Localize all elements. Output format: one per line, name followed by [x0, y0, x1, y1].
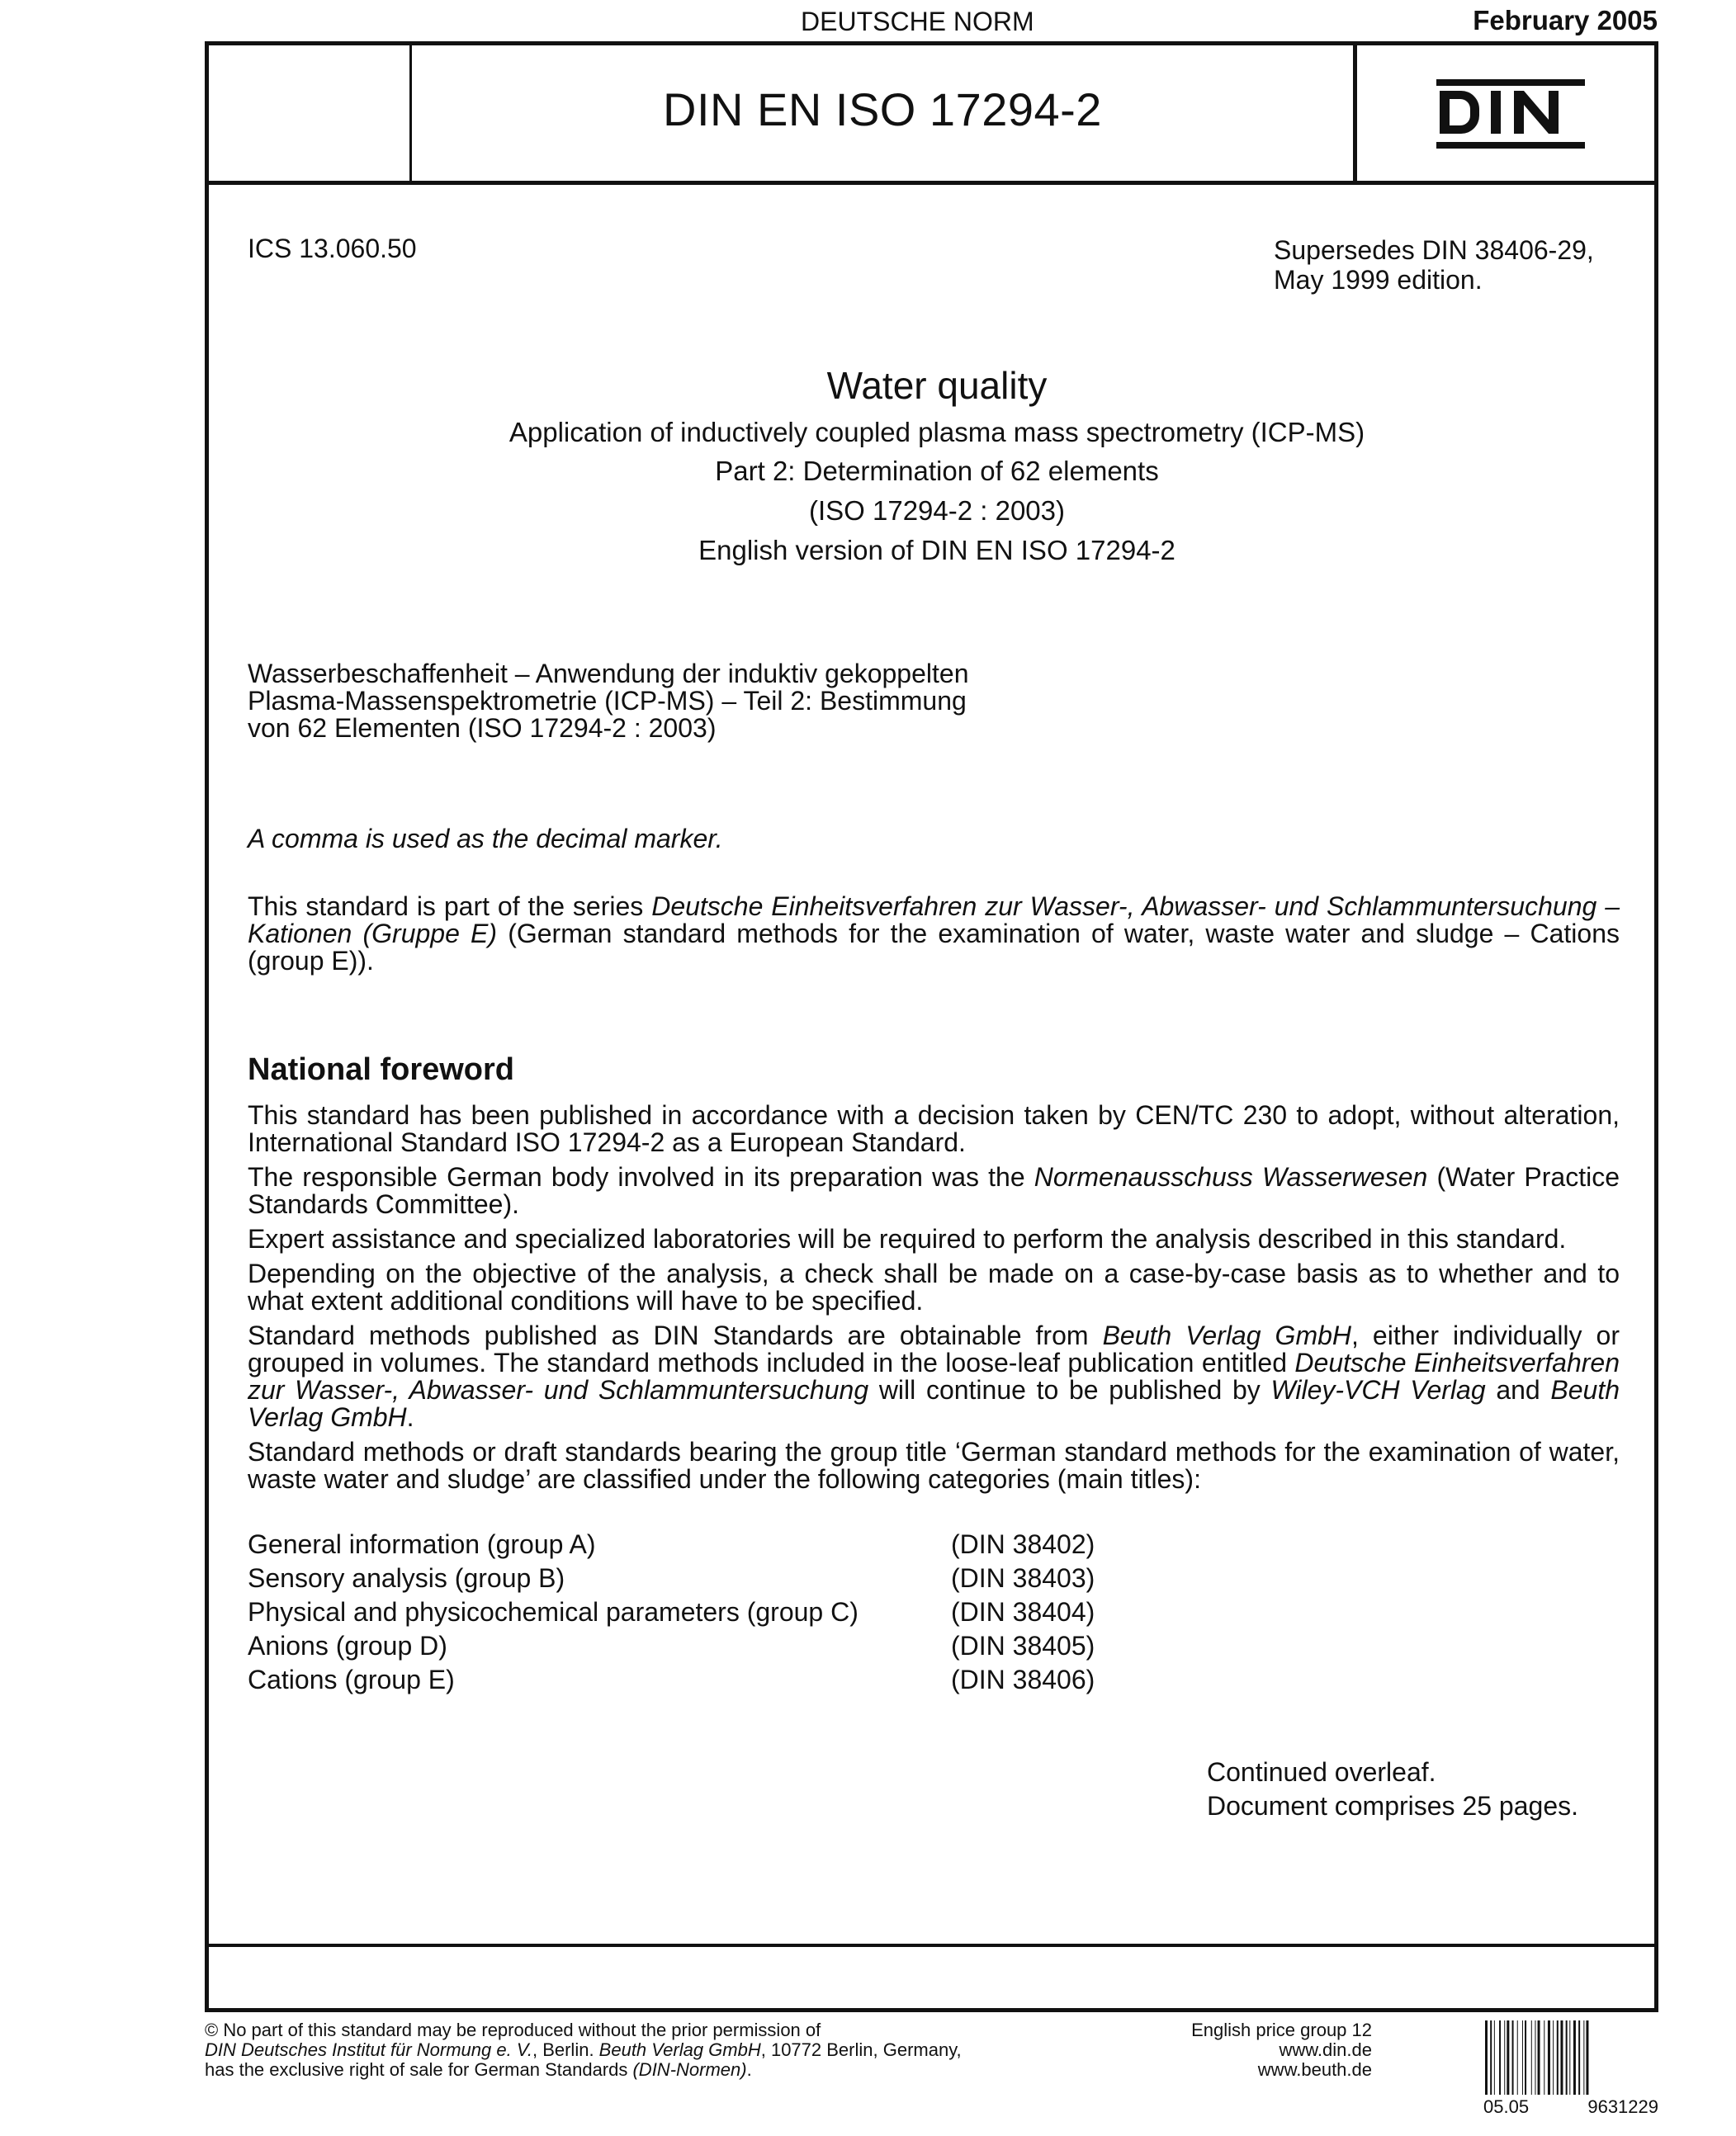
category-label: Sensory analysis (group B) — [248, 1563, 565, 1593]
category-label: Physical and physicochemical parameters (group C) — [248, 1597, 859, 1627]
standard-number: DIN EN ISO 17294-2 — [663, 83, 1102, 135]
supersedes-line-2: May 1999 edition. — [1274, 265, 1483, 295]
barcode-bar — [1566, 2020, 1568, 2095]
category-label: Anions (group D) — [248, 1631, 447, 1661]
text-run: , Berlin. — [532, 2039, 599, 2060]
edition-code: 05.05 — [1483, 2096, 1530, 2117]
price-group: English price group 12 — [1191, 2020, 1372, 2040]
category-row — [248, 1531, 1156, 1565]
barcode-bar — [1512, 2020, 1514, 2095]
barcode-bar — [1485, 2020, 1488, 2095]
continuation-note — [1207, 1756, 1578, 1823]
publication-title: Deutsche Einheitsverfahren zur Wasser-, Abwasser- und Schlammuntersuchung — [248, 1348, 1620, 1405]
text-run: Standard methods published as DIN Standards are obtainable from — [248, 1321, 1103, 1350]
copyright-line: © No part of this standard may be reproduced without the prior permission of — [205, 2020, 821, 2040]
foreword-paragraph: Standard methods or draft standards bearing the group title ‘German standard methods for the examination of water, waste water and sludge’ are classified under the following categories (main titles): — [248, 1437, 1620, 1494]
document-code: 9631229 — [1587, 2096, 1658, 2117]
series-note — [248, 893, 1620, 975]
publisher-name: Beuth Verlag GmbH — [248, 1375, 1620, 1432]
text-run: Beuth Verlag GmbH — [598, 2039, 761, 2060]
category-label: Cations (group E) — [248, 1665, 455, 1694]
barcode-bar — [1494, 2020, 1495, 2095]
header-divider-right — [1353, 41, 1357, 183]
page-frame — [205, 41, 1658, 2012]
text-run: (DIN-Normen) — [632, 2059, 747, 2080]
masthead-label: DEUTSCHE NORM — [801, 7, 1034, 36]
text-run: . — [406, 1402, 414, 1432]
barcode-bar — [1517, 2020, 1518, 2095]
page-count: Document comprises 25 pages. — [1207, 1791, 1578, 1821]
barcode-bar — [1557, 2020, 1559, 2095]
foreword-paragraph — [248, 1322, 1620, 1431]
barcode-bar — [1538, 2020, 1540, 2095]
publisher-name: Beuth Verlag GmbH — [1102, 1321, 1352, 1350]
category-code: (DIN 38406) — [951, 1665, 1095, 1694]
text-run: (Water Practice Standards Committee). — [248, 1162, 1620, 1219]
category-row — [248, 1599, 1156, 1633]
category-row — [248, 1666, 1156, 1700]
category-code: (DIN 38403) — [951, 1563, 1095, 1593]
header-divider — [205, 181, 1658, 185]
german-title-line: Wasserbeschaffenheit – Anwendung der induktiv gekoppelten — [248, 659, 969, 688]
din-url-link[interactable]: www.din.de — [1279, 2039, 1372, 2060]
barcode — [1483, 2020, 1658, 2095]
category-row — [248, 1633, 1156, 1666]
beuth-url-link[interactable]: www.beuth.de — [1257, 2059, 1372, 2080]
text-run: has the exclusive right of sale for German Standards — [205, 2059, 633, 2080]
decimal-marker-note: A comma is used as the decimal marker. — [248, 824, 723, 853]
text-run: The responsible German body involved in its preparation was the — [248, 1162, 1034, 1192]
supersedes-line-1: Supersedes DIN 38406-29, — [1274, 235, 1594, 265]
foreword-paragraph: Expert assistance and specialized laboratories will be required to perform the analysis described in this standard. — [248, 1224, 1567, 1254]
barcode-bar — [1531, 2020, 1532, 2095]
german-title-line: von 62 Elementen (ISO 17294-2 : 2003) — [248, 713, 717, 743]
german-title-line: Plasma-Massenspektrometrie (ICP-MS) – Teil 2: Bestimmung — [248, 686, 967, 716]
text-run: , 10772 Berlin, Germany, — [760, 2039, 962, 2060]
foreword-paragraph: Depending on the objective of the analysis, a check shall be made on a case-by-case basis as to whether and to what extent additional conditions will have to be specified. — [248, 1259, 1620, 1316]
committee-name: Normenausschuss Wasserwesen — [1034, 1162, 1428, 1192]
barcode-bar — [1569, 2020, 1570, 2095]
german-title — [248, 660, 968, 742]
barcode-bar — [1573, 2020, 1576, 2095]
barcode-bar — [1490, 2020, 1492, 2095]
text-run: DIN Deutsches Institut für Normung e. V. — [205, 2039, 532, 2060]
series-title: Deutsche Einheitsverfahren zur Wasser-, Abwasser- und Schlammuntersuchung – Kationen (Gruppe E) — [248, 891, 1620, 948]
foreword-paragraph — [248, 1164, 1620, 1218]
document-subtitle: Application of inductively coupled plasma mass spectrometry (ICP-MS) — [509, 417, 1365, 447]
barcode-bar — [1525, 2020, 1526, 2095]
publisher-name: Wiley-VCH Verlag — [1270, 1375, 1486, 1405]
publication-date: February 2005 — [1473, 5, 1658, 35]
barcode-bar — [1504, 2020, 1505, 2095]
barcode-bar — [1522, 2020, 1523, 2095]
category-code: (DIN 38404) — [951, 1597, 1095, 1627]
national-foreword-heading: National foreword — [248, 1052, 515, 1087]
series-suffix: (German standard methods for the examination of water, waste water and sludge – Cations (group E)). — [248, 919, 1620, 976]
category-label: General information (group A) — [248, 1529, 596, 1559]
barcode-bar — [1548, 2020, 1550, 2095]
barcode-bar — [1553, 2020, 1554, 2095]
supersedes-note — [1274, 235, 1594, 295]
foreword-paragraph: This standard has been published in accordance with a decision taken by CEN/TC 230 to adopt, without alteration, International Standard ISO 17294-2 as a European Standard. — [248, 1100, 1620, 1157]
category-code: (DIN 38402) — [951, 1529, 1095, 1559]
document-title: Water quality — [826, 364, 1048, 407]
category-code: (DIN 38405) — [951, 1631, 1095, 1661]
continued-overleaf: Continued overleaf. — [1207, 1757, 1436, 1787]
copyright-line — [205, 2040, 962, 2060]
category-row — [248, 1565, 1156, 1599]
text-run: . — [746, 2059, 752, 2080]
barcode-bar — [1586, 2020, 1588, 2095]
copyright-notice — [205, 2020, 962, 2080]
price-and-links — [1073, 2020, 1372, 2080]
national-foreword-body — [248, 1102, 1620, 1500]
barcode-bar — [1578, 2020, 1580, 2095]
iso-reference: (ISO 17294-2 : 2003) — [808, 495, 1066, 526]
barcode-bar — [1499, 2020, 1501, 2095]
barcode-bar — [1560, 2020, 1563, 2095]
category-list — [248, 1531, 1156, 1700]
series-prefix: This standard is part of the series — [248, 891, 652, 921]
bottom-divider — [205, 1944, 1658, 1947]
text-run: will continue to be published by — [868, 1375, 1271, 1405]
version-note: English version of DIN EN ISO 17294-2 — [698, 535, 1175, 565]
ics-code: ICS 13.060.50 — [248, 234, 417, 263]
text-run: and — [1485, 1375, 1551, 1405]
copyright-line — [205, 2060, 962, 2080]
barcode-bar — [1507, 2020, 1509, 2095]
barcode-bar — [1583, 2020, 1584, 2095]
document-part: Part 2: Determination of 62 elements — [715, 456, 1159, 486]
text-run: , either individually or grouped in volumes. The standard methods included in the loose-leaf publication entitled — [248, 1321, 1620, 1378]
din-logo — [1436, 79, 1585, 149]
